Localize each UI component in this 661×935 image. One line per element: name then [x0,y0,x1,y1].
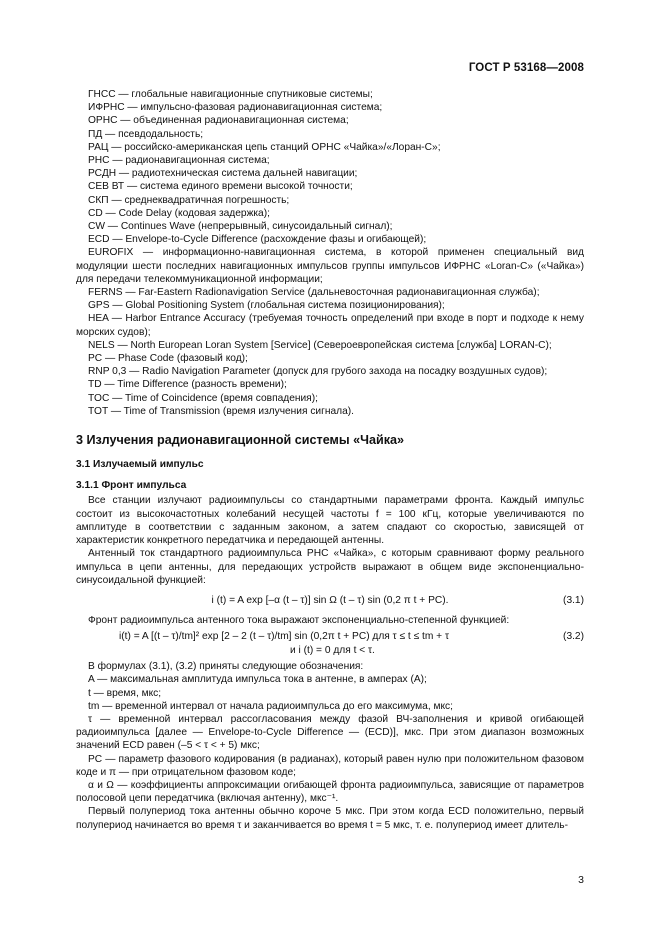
abbrev-item: ГНСС — глобальные навигационные спутниковые системы; [88,89,373,100]
abbrev-item: РНС — радионавигационная система; [88,155,270,167]
formula-3-2 [76,630,584,658]
abbrev-item: ECD — Envelope-to-Cycle Difference (расхождение фазы и огибающей); [88,234,427,246]
abbrev-item: CW — Continues Wave (непрерывный, синусоидальный сигнал); [88,221,393,233]
paragraph: Фронт радиоимпульса антенного тока выражают экспоненциально-степенной функцией: [88,614,510,626]
abbrev-item: CD — Code Delay (кодовая задержка); [88,207,270,219]
paragraph: В формулах (3.1), (3.2) приняты следующие обозначения: [88,661,364,673]
abbrev-item: EUROFIX — информационно-навигационная система, в которой применен специальный вид модуляции шести последних навигационных импульсов группы импульсов ИФРНС «Loran-C» («Чайка») для передачи телекоммуникационной информации; [76,247,584,285]
paragraph: Первый полупериод тока антенны обычно короче 5 мкс. При этом когда ECD положительно, первый полупериод начинается во время τ и заканчивается во время t = 5 мкс, т. е. полупериод имеет длитель- [76,806,585,831]
formula-number: (3.1) [563,594,584,606]
definition-item: A — максимальная амплитуда импульса тока в антенне, в амперах (A); [88,674,427,686]
abbrev-item: NELS — North European Loran System [Service] (Североевропейская система [служба] LORAN-C); [88,339,552,351]
abbrev-item: РСДН — радиотехническая система дальней навигации; [88,168,358,180]
abbrev-item: РАЦ — российско-американская цепь станций ОРНС «Чайка»/«Лоран-С»; [88,141,441,153]
abbrev-item: СЕВ ВТ — система единого времени высокой точности; [88,181,353,193]
abbrev-item: PC — Phase Code (фазовый код); [88,353,248,365]
abbrev-item: GPS — Global Positioning System (глобальная система позиционирования); [88,300,445,312]
abbrev-item: СКП — среднеквадратичная погрешность; [88,194,290,206]
subsubsection-heading: 3.1.1 Фронт импульса [76,480,187,492]
paragraph: Все станции излучают радиоимпульсы со стандартными параметрами фронта. Каждый импульс состоит из высокочастотных колебаний несущей частоты f = 100 кГц, которые увеличиваются по амплитуде в соответствии с заданным законом, а затем спадают со скоростью, зависящей от характеристик конкретного передатчика и передающей антенны. [76,495,584,547]
paragraph: Антенный ток стандартного радиоимпульса РНС «Чайка», с которым сравнивают форму реального импульса в цепи антенны, для передающих устройств выражают в общем виде экспоненциально-синусоидальной функцией: [76,548,584,586]
definition-item: tm — временной интервал от начала радиоимпульса до его максимума, мкс; [88,700,453,712]
definition-item: PC — параметр фазового кодирования (в радианах), который равен нулю при положительном фазовом коде и π — при отрицательном фазовом коде; [76,753,584,778]
abbrev-item: ОРНС — объединенная радионавигационная система; [88,115,349,127]
abbrev-item: ПД — псевдодальность; [88,128,204,140]
page-number: 3 [578,874,584,886]
abbrev-item: HEA — Harbor Entrance Accuracy (требуемая точность определений при входе в порт и подходе к нему морских судов); [76,313,584,338]
abbrev-item: FERNS — Far-Eastern Radionavigation Service (дальневосточная радионавигационная служба); [88,287,540,299]
definition-item: τ — временной интервал рассогласования между фазой ВЧ-заполнения и кривой огибающей радиоимпульса [далее — Envelope-to-Cycle Difference — (ECD)], мкс. При этом диапазон возможных значений ECD равен (–5 < τ < + 5) мкс; [76,713,584,752]
abbrev-item: TOC — Time of Coincidence (время совпадения); [88,392,318,404]
formula-text: i (t) = A exp [–α (t – τ)] sin Ω (t – τ) sin (0,2 π t + PC). [211,594,449,606]
abbrev-item: RNP 0,3 — Radio Navigation Parameter (допуск для грубого захода на посадку воздушных судов); [88,366,548,378]
definition-item: α и Ω — коэффициенты аппроксимации огибающей фронта радиоимпульса, зависящие от параметров полосовой цепи передатчика (включая антенну), мкс⁻¹. [76,779,584,805]
formula-text: i(t) = A [(t – τ)/tm]² exp [2 – 2 (t – τ)/tm] sin (0,2π t + PC) для τ ≤ t ≤ tm + τ [119,631,449,643]
page-content [76,88,584,832]
formula-3-1 [76,592,584,609]
abbrev-item: TD — Time Difference (разность времени); [88,379,287,391]
definition-item: t — время, мкс; [88,687,162,699]
abbrev-item: ИФРНС — импульсно-фазовая радионавигационная система; [88,102,383,114]
doc-code-header: ГОСТ Р 53168—2008 [468,62,584,74]
formula-number: (3.2) [563,631,584,643]
formula-condition: и i (t) = 0 для t < τ. [290,645,375,657]
section-heading: 3 Излучения радионавигационной системы «Чайка» [76,433,405,448]
abbrev-item: TOT — Time of Transmission (время излучения сигнала). [88,405,354,417]
subsection-heading: 3.1 Излучаемый импульс [76,459,204,471]
